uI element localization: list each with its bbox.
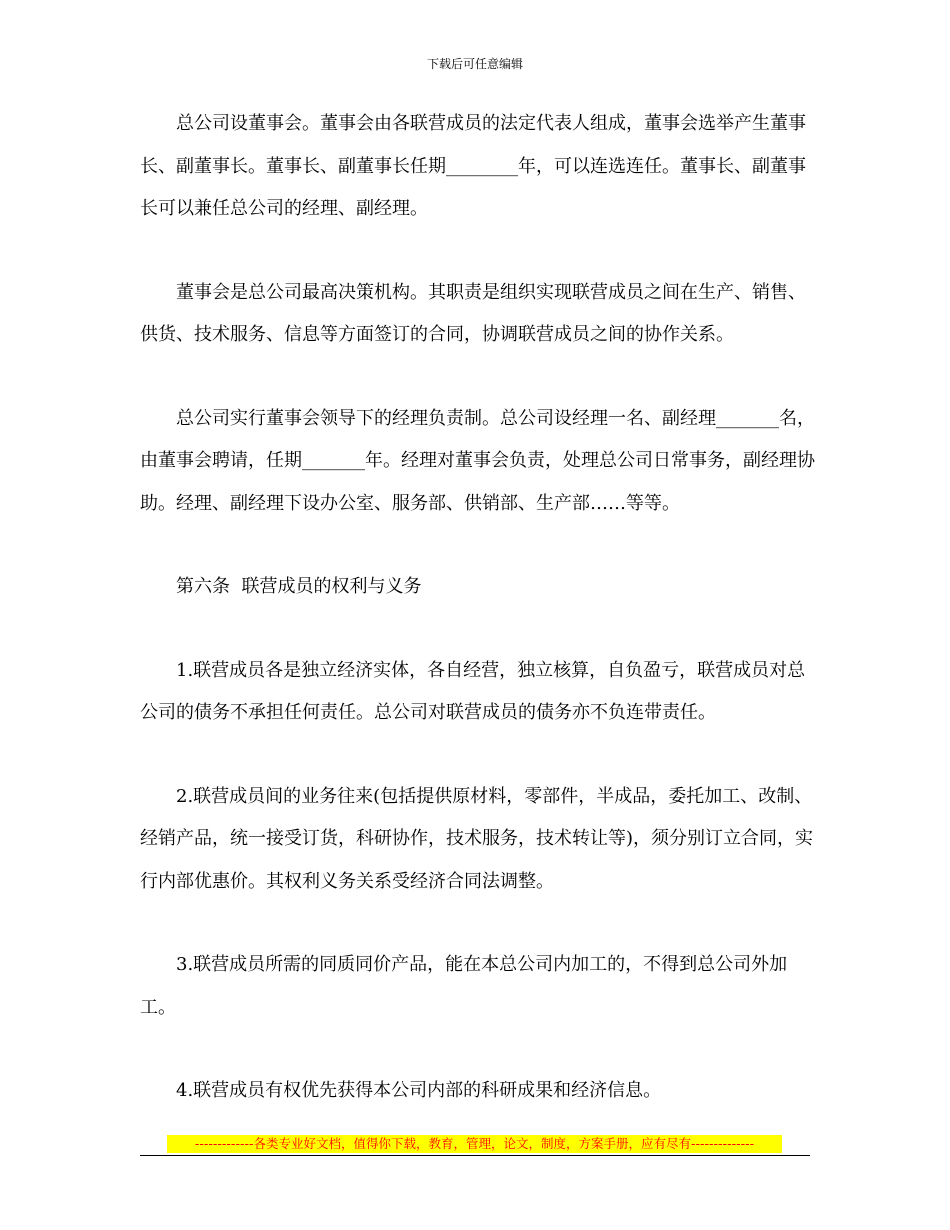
paragraph-board-duties: 董事会是总公司最高决策机构。其职责是组织实现联营成员之间在生产、销售、供货、技术服务、信息等方面签订的合同，协调联营成员之间的协作关系。	[140, 281, 806, 345]
section-heading-article-6: 第六条 联营成员的权利与义务	[176, 576, 422, 597]
paragraph-gap	[140, 609, 815, 650]
paragraph-gap	[140, 231, 815, 272]
paragraph-gap	[140, 903, 815, 944]
paragraph-gap	[140, 357, 815, 398]
paragraph-gap	[140, 525, 815, 566]
document-body	[140, 103, 815, 1113]
clause-4: 4.联营成员有权优先获得本公司内部的科研成果和经济信息。	[176, 1080, 662, 1101]
paragraph-gap	[140, 1029, 815, 1070]
paragraph-gap	[140, 735, 815, 776]
footer-divider	[140, 1155, 810, 1156]
clause-3: 3.联营成员所需的同质同价产品，能在本总公司内加工的，不得到总公司外加工。	[140, 954, 788, 1018]
clause-1: 1.联营成员各是独立经济实体，各自经营，独立核算，自负盈亏，联营成员对总公司的债务不承担任何责任。总公司对联营成员的债务亦不负连带责任。	[140, 659, 806, 723]
paragraph-board-setup: 总公司设董事会。董事会由各联营成员的法定代表人组成，董事会选举产生董事长、副董事长。董事长、副董事长任期________年，可以连选连任。董事长、副董事长可以兼任总公司的经理、副经理。	[140, 113, 806, 219]
page-header: 下载后可任意编辑	[426, 57, 523, 71]
clause-2: 2.联营成员间的业务往来(包括提供原材料，零部件，半成品，委托加工、改制、经销产品，统一接受订货，科研协作，技术服务，技术转让等)，须分别订立合同，实行内部优惠价。其权利义务关系受经济合同法调整。	[140, 785, 814, 892]
footer-banner: -------------各类专业好文档，值得你下载，教育，管理，论文，制度，方案手册，应有尽有--------------	[167, 1135, 782, 1153]
paragraph-manager-system: 总公司实行董事会领导下的经理负责制。总公司设经理一名、副经理_______名，由董事会聘请，任期_______年。经理对董事会负责，处理总公司日常事务，副经理协助。经理、副经理下设办公室、服务部、供销部、生产部……等等。	[140, 407, 815, 514]
